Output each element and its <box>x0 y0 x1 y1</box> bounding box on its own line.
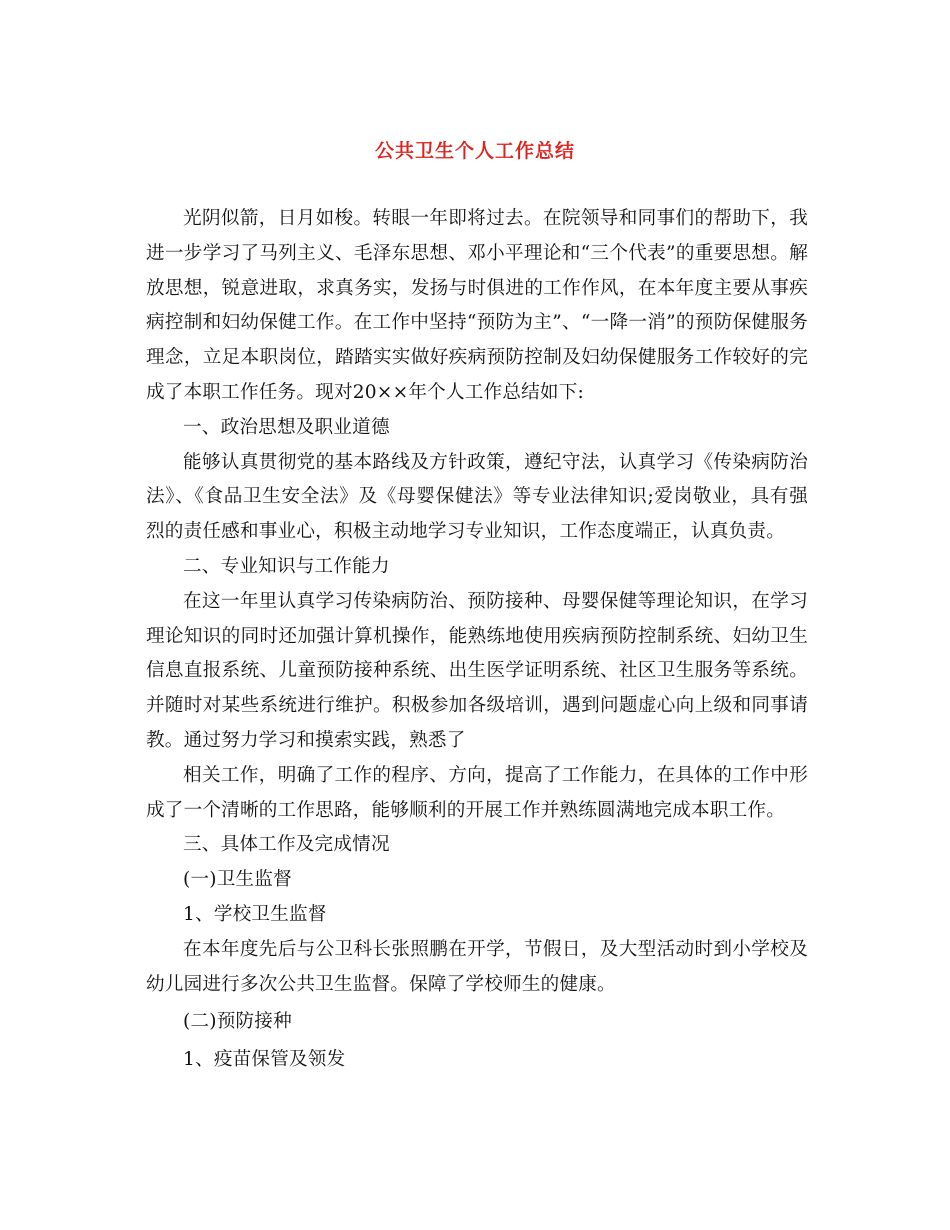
subsection-heading-health-supervision: (一)卫生监督 <box>183 869 292 891</box>
document-body <box>146 202 808 1078</box>
paragraph-school-health-supervision: 在本年度先后与公卫科长张照鹏在开学，节假日，及大型活动时到小学校及幼儿园进行多次公共卫生监督。保障了学校师生的健康。 <box>146 938 808 995</box>
item-heading-school-health-supervision: 1、学校卫生监督 <box>183 903 327 925</box>
paragraph-political-ethics: 能够认真贯彻党的基本路线及方针政策，遵纪守法，认真学习《传染病防治法》、《食品卫生安全法》及《母婴保健法》等专业法律知识;爱岗敬业，具有强烈的责任感和事业心，积极主动地学习专业知识，工作态度端正，认真负责。 <box>146 451 808 543</box>
section-heading-political-ethics: 一、政治思想及职业道德 <box>183 416 390 438</box>
paragraph-intro: 光阴似箭，日月如梭。转眼一年即将过去。在院领导和同事们的帮助下，我进一步学习了马列主义、毛泽东思想、邓小平理论和“三个代表”的重要思想。解放思想，锐意进取，求真务实，发扬与时俱进的工作作风，在本年度主要从事疾病控制和妇幼保健工作。在工作中坚持“预防为主”、“一降一消”的预防保健服务理念，立足本职岗位，踏踏实实做好疾病预防控制及妇幼保健服务工作较好的完成了本职工作任务。现对20××年个人工作总结如下: <box>146 208 808 403</box>
section-heading-knowledge-ability: 二、专业知识与工作能力 <box>183 555 390 577</box>
item-heading-vaccine-storage: 1、疫苗保管及领发 <box>183 1049 346 1071</box>
paragraph-knowledge-ability-continued: 相关工作，明确了工作的程序、方向，提高了工作能力，在具体的工作中形成了一个清晰的工作思路，能够顺利的开展工作并熟练圆满地完成本职工作。 <box>146 764 808 821</box>
subsection-heading-vaccination: (二)预防接种 <box>183 1011 292 1033</box>
section-heading-specific-work: 三、具体工作及完成情况 <box>183 834 390 856</box>
paragraph-knowledge-ability: 在这一年里认真学习传染病防治、预防接种、母婴保健等理论知识，在学习理论知识的同时还加强计算机操作，能熟练地使用疾病预防控制系统、妇幼卫生信息直报系统、儿童预防接种系统、出生医学证明系统、社区卫生服务等系统。并随时对某些系统进行维护。积极参加各级培训，遇到问题虚心向上级和同事请教。通过努力学习和摸索实践，熟悉了 <box>146 590 808 751</box>
document-title: 公共卫生个人工作总结 <box>374 140 575 162</box>
